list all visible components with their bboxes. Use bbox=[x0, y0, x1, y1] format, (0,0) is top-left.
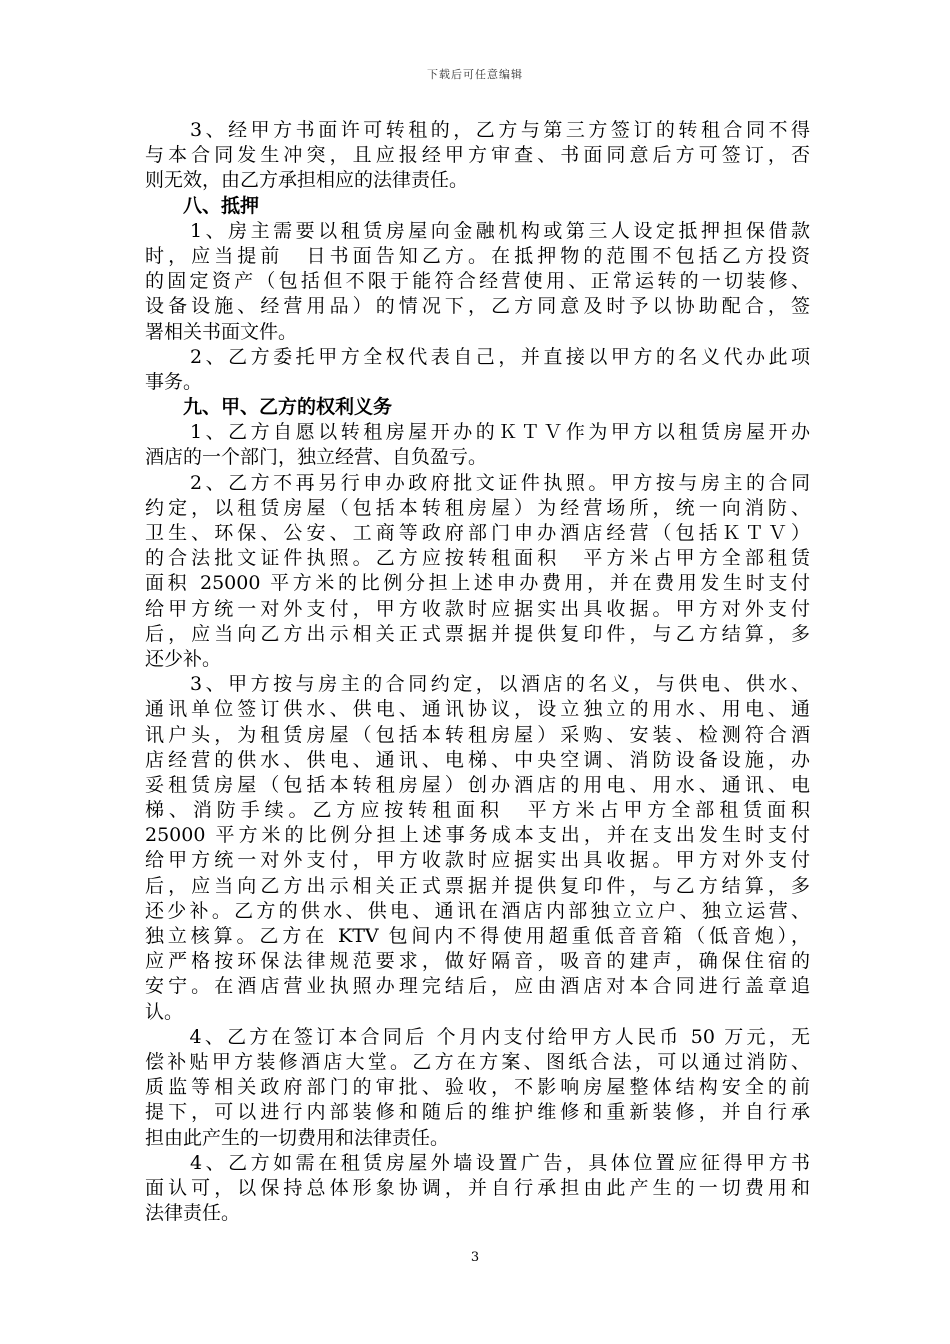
document-body bbox=[145, 118, 810, 1226]
paragraph-line: 与本合同发生冲突，且应报经甲方审查、书面同意后方可签订，否 bbox=[145, 144, 810, 167]
paragraph-line: 担由此产生的一切费用和法律责任。 bbox=[145, 1126, 450, 1149]
section-heading: 九、甲、乙方的权利义务 bbox=[145, 396, 393, 419]
paragraph-line: 应严格按环保法律规范要求，做好隔音，吸音的建声，确保住宿的 bbox=[145, 950, 810, 973]
paragraph-line: 的固定资产（包括但不限于能符合经营使用、正常运转的一切装修、 bbox=[145, 270, 810, 293]
paragraph-line: 还少补。乙方的供水、供电、通讯在酒店内部独立立户、独立运营、 bbox=[145, 899, 810, 922]
paragraph-line: 事务。 bbox=[145, 370, 203, 393]
paragraph-line: 还少补。 bbox=[145, 647, 222, 670]
paragraph-line: 质监等相关政府部门的审批、验收，不影响房屋整体结构安全的前 bbox=[145, 1076, 810, 1099]
paragraph-line: 认。 bbox=[145, 1000, 184, 1023]
section-heading: 八、抵押 bbox=[145, 194, 260, 217]
paragraph-line: 妥租赁房屋（包括本转租房屋）创办酒店的用电、用水、通讯、电 bbox=[145, 773, 810, 796]
paragraph-line: 讯户头，为租赁房屋（包括本转租房屋）采购、安装、检测符合酒 bbox=[145, 723, 810, 746]
paragraph-line: 2、乙方不再另行申办政府批文证件执照。甲方按与房主的合同 bbox=[145, 471, 810, 494]
paragraph-line: 后，应当向乙方出示相关正式票据并提供复印件，与乙方结算，多 bbox=[145, 622, 810, 645]
page-number: 3 bbox=[470, 1250, 480, 1265]
paragraph-line: 2、乙方委托甲方全权代表自己，并直接以甲方的名义代办此项 bbox=[145, 345, 810, 368]
paragraph-line: 25000 平方米的比例分担上述事务成本支出，并在支出发生时支付 bbox=[145, 824, 810, 847]
paragraph-line: 设备设施、经营用品）的情况下，乙方同意及时予以协助配合，签 bbox=[145, 295, 810, 318]
paragraph-line: 1、乙方自愿以转租房屋开办的ＫＴＶ作为甲方以租赁房屋开办 bbox=[145, 421, 810, 444]
paragraph-line: 给甲方统一对外支付，甲方收款时应据实出具收据。甲方对外支付 bbox=[145, 849, 810, 872]
paragraph-line: 3、经甲方书面许可转租的，乙方与第三方签订的转租合同不得 bbox=[145, 119, 810, 141]
paragraph-line: 时，应当提前 日书面告知乙方。在抵押物的范围不包括乙方投资 bbox=[145, 244, 810, 267]
paragraph-line: 法律责任。 bbox=[145, 1202, 241, 1225]
paragraph-line: 4、乙方如需在租赁房屋外墙设置广告，具体位置应征得甲方书 bbox=[145, 1151, 810, 1174]
paragraph-line: 卫生、环保、公安、工商等政府部门申办酒店经营（包括ＫＴＶ） bbox=[145, 522, 810, 544]
paragraph-line: 署相关书面文件。 bbox=[145, 320, 298, 343]
paragraph-line: 3、甲方按与房主的合同约定，以酒店的名义，与供电、供水、 bbox=[145, 673, 810, 696]
paragraph-line: 给甲方统一对外支付，甲方收款时应据实出具收据。甲方对外支付 bbox=[145, 597, 810, 620]
paragraph-line: 酒店的一个部门，独立经营、自负盈亏。 bbox=[145, 446, 488, 469]
paragraph-line: 安宁。在酒店营业执照办理完结后，应由酒店对本合同进行盖章追 bbox=[145, 975, 810, 998]
page-header: 下载后可任意编辑 bbox=[427, 68, 523, 81]
paragraph-line: 通讯单位签订供水、供电、通讯协议，设立独立的用水、用电、通 bbox=[145, 698, 810, 721]
paragraph-line: 梯、消防手续。乙方应按转租面积 平方米占甲方全部租赁面积 bbox=[145, 799, 810, 822]
paragraph-line: 独立核算。乙方在 KTV 包间内不得使用超重低音音箱（低音炮）， bbox=[145, 925, 810, 947]
paragraph-line: 店经营的供水、供电、通讯、电梯、中央空调、消防设备设施，办 bbox=[145, 748, 810, 771]
paragraph-line: 则无效，由乙方承担相应的法律责任。 bbox=[145, 169, 469, 192]
paragraph-line: 提下，可以进行内部装修和随后的维护维修和重新装修，并自行承 bbox=[145, 1101, 810, 1124]
paragraph-line: 约定，以租赁房屋（包括本转租房屋）为经营场所，统一向消防、 bbox=[145, 496, 810, 519]
paragraph-line: 面认可，以保持总体形象协调，并自行承担由此产生的一切费用和 bbox=[145, 1176, 810, 1199]
paragraph-line: 4、乙方在签订本合同后 个月内支付给甲方人民币 50 万元，无 bbox=[145, 1025, 810, 1048]
paragraph-line: 的合法批文证件执照。乙方应按转租面积 平方米占甲方全部租赁 bbox=[145, 547, 810, 570]
paragraph-line: 后，应当向乙方出示相关正式票据并提供复印件，与乙方结算，多 bbox=[145, 874, 810, 897]
paragraph-line: 偿补贴甲方装修酒店大堂。乙方在方案、图纸合法，可以通过消防、 bbox=[145, 1050, 810, 1073]
paragraph-line: 1、房主需要以租赁房屋向金融机构或第三人设定抵押担保借款 bbox=[145, 219, 810, 242]
paragraph-line: 面积 25000 平方米的比例分担上述申办费用，并在费用发生时支付 bbox=[145, 572, 810, 595]
